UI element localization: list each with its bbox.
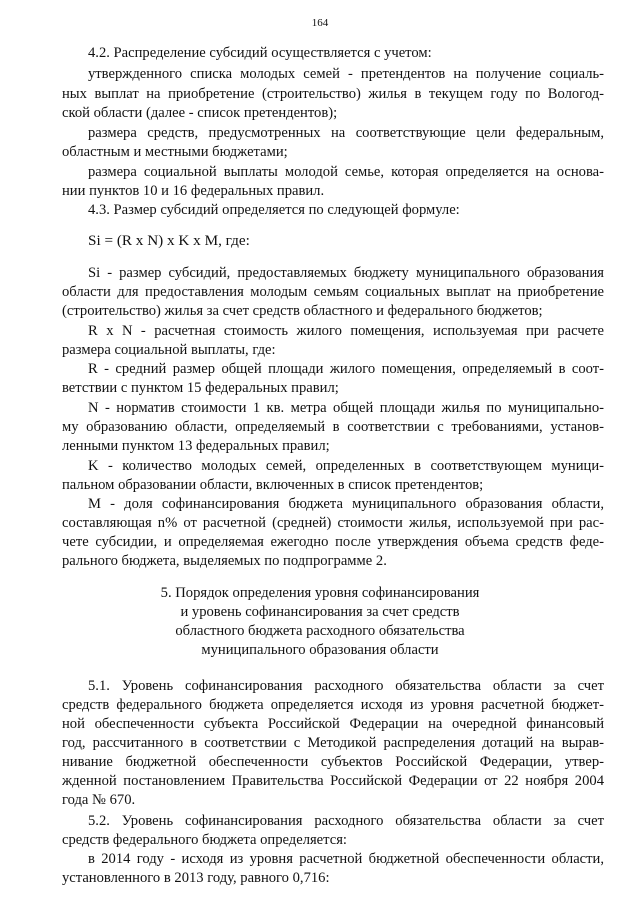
paragraph-5-2-line: в 2014 году - исходя из уровня расчетной бюджетной обеспеченности области, xyxy=(88,851,604,867)
paragraph-5-1-line: нивание бюджетной обеспеченности субъектов Российской Федерации, утвер- xyxy=(62,754,604,770)
paragraph-5-1-line: жденной постановлением Правительства Российской Федерации от 22 ноября 2004 xyxy=(62,773,604,789)
paragraph-4-3: 4.3. Размер субсидий определяется по следующей формуле: xyxy=(88,202,460,218)
definition-line: M - доля софинансирования бюджета муниципального образования области, xyxy=(88,496,604,512)
definition-line: рального бюджета, выделяемых по подпрограмме 2. xyxy=(62,553,387,569)
page-number: 164 xyxy=(311,17,329,29)
paragraph-5-1-line: 5.1. Уровень софинансирования расходного обязательства области за счет xyxy=(88,678,604,694)
paragraph-5-1-line: года № 670. xyxy=(62,792,136,808)
paragraph-4-2-line: утвержденного списка молодых семей - претендентов на получение социаль- xyxy=(88,66,604,82)
paragraph-5-1-line: средств федерального бюджета определяется исходя из уровня расчетной бюджет- xyxy=(62,697,604,713)
paragraph-5-1-line: ной обеспеченности субъекта Российской Федерации на очередной финансовый xyxy=(62,716,604,732)
section-heading-line: муниципального образования области xyxy=(201,642,439,658)
definition-line: R x N - расчетная стоимость жилого помещения, используемая при расчете xyxy=(88,323,604,339)
paragraph-4-2-line: размера социальной выплаты молодой семье, которая определяется на основа- xyxy=(88,164,604,180)
definition-line: N - норматив стоимости 1 кв. метра общей площади жилья по муниципально- xyxy=(88,400,604,416)
definition-line: размера социальной выплаты, где: xyxy=(62,342,276,358)
paragraph-4-2-line: 4.2. Распределение субсидий осуществляется с учетом: xyxy=(88,45,432,61)
definition-line: пальном образовании области, включенных в список претендентов; xyxy=(62,477,484,493)
subsidy-formula: Si = (R x N) x K x M, где: xyxy=(88,232,250,249)
paragraph-5-2-line: средств федерального бюджета определяется: xyxy=(62,832,347,848)
definition-line: K - количество молодых семей, определенных в соответствующем муници- xyxy=(88,458,604,474)
paragraph-5-2-line: 5.2. Уровень софинансирования расходного обязательства области за счет xyxy=(88,813,604,829)
paragraph-4-2-line: областным и местными бюджетами; xyxy=(62,144,288,160)
definition-line: составляющая n% от расчетной (средней) стоимости жилья, используемой при рас- xyxy=(62,515,604,531)
paragraph-4-2-line: ных выплат на приобретение (строительство) жилья в текущем году по Вологод- xyxy=(62,86,604,102)
section-heading-line: и уровень софинансирования за счет средств xyxy=(180,604,460,620)
definition-line: области для предоставления молодым семьям социальных выплат на приобретение xyxy=(62,284,604,300)
definition-line: ветствии с пунктом 15 федеральных правил; xyxy=(62,380,339,396)
paragraph-4-2-line: размера средств, предусмотренных на соответствующие цели федеральным, xyxy=(88,125,604,141)
definition-line: ленными пунктом 13 федеральных правил; xyxy=(62,438,330,454)
paragraph-5-1-line: год, рассчитанного в соответствии с Методикой распределения дотаций на вырав- xyxy=(62,735,604,751)
definition-line: R - средний размер общей площади жилого помещения, определяемый в соот- xyxy=(88,361,604,377)
definition-line: Si - размер субсидий, предоставляемых бюджету муниципального образования xyxy=(88,265,604,281)
definition-line: (строительство) жилья за счет средств областного и федерального бюджетов; xyxy=(62,303,543,319)
definition-line: му образованию области, определяемый в соответствии с требованиями, установ- xyxy=(62,419,604,435)
paragraph-5-2-line: установленного в 2013 году, равного 0,716: xyxy=(62,870,330,886)
definition-line: чете субсидии, и определяемая ежегодно после утверждения объема средств феде- xyxy=(62,534,604,550)
paragraph-4-2-line: ской области (далее - список претендентов); xyxy=(62,105,338,121)
section-heading-line: 5. Порядок определения уровня софинансирования xyxy=(160,585,480,601)
paragraph-4-2-line: нии пунктов 10 и 16 федеральных правил. xyxy=(62,183,325,199)
section-heading-line: областного бюджета расходного обязательства xyxy=(175,623,465,639)
